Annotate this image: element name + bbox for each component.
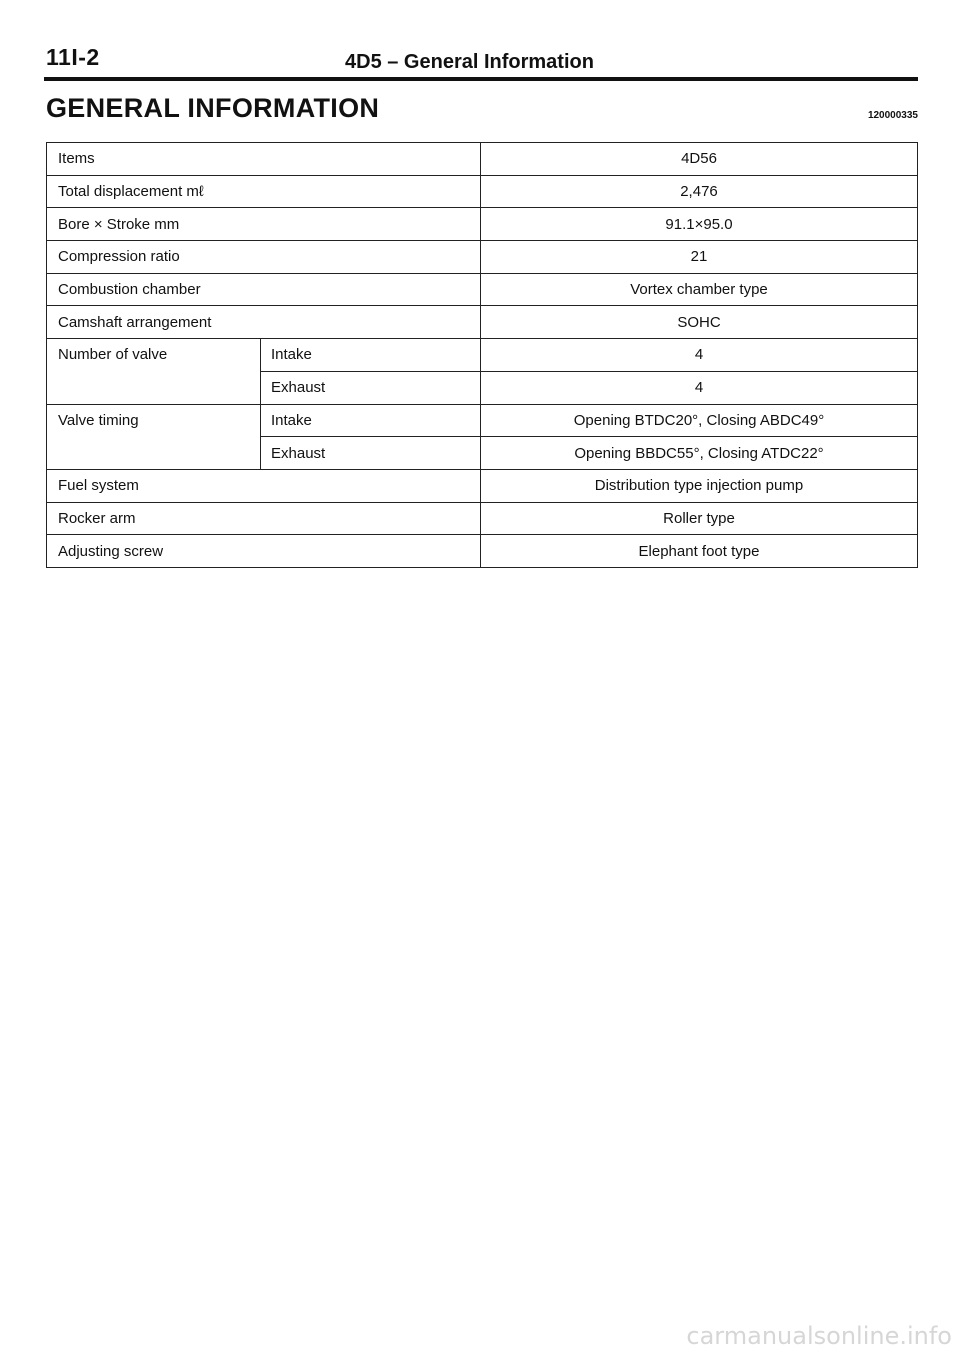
table-row xyxy=(47,208,918,241)
row-label: Fuel system xyxy=(47,469,481,502)
table-row xyxy=(47,241,918,274)
page-title: GENERAL INFORMATION xyxy=(46,93,380,123)
row-label: Combustion chamber xyxy=(47,273,481,306)
table-row xyxy=(47,535,918,568)
section-title: 4D5 – General Information xyxy=(345,51,594,73)
row-label-valve-timing: Valve timing xyxy=(47,404,261,469)
row-value: 2,476 xyxy=(481,175,918,208)
document-code: 120000335 xyxy=(867,110,918,121)
row-label: Compression ratio xyxy=(47,241,481,274)
watermark: carmanualsonline.info xyxy=(686,1322,952,1350)
column-header-model: 4D56 xyxy=(481,143,918,176)
sub-label-intake: Intake xyxy=(261,404,481,437)
row-value: 4 xyxy=(481,371,918,404)
row-value: Roller type xyxy=(481,502,918,535)
sub-label-intake: Intake xyxy=(261,339,481,372)
row-value: 21 xyxy=(481,241,918,274)
table-row xyxy=(47,502,918,535)
sub-label-exhaust: Exhaust xyxy=(261,371,481,404)
row-value: 4 xyxy=(481,339,918,372)
specifications-table xyxy=(46,142,918,568)
row-value: Opening BTDC20°, Closing ABDC49° xyxy=(481,404,918,437)
row-value: Elephant foot type xyxy=(481,535,918,568)
row-label: Camshaft arrangement xyxy=(47,306,481,339)
row-value: 91.1×95.0 xyxy=(481,208,918,241)
row-value: Opening BBDC55°, Closing ATDC22° xyxy=(481,437,918,470)
page-number: 11I-2 xyxy=(46,44,100,70)
table-row xyxy=(47,339,918,372)
table-row xyxy=(47,273,918,306)
table-row xyxy=(47,469,918,502)
row-label: Bore × Stroke mm xyxy=(47,208,481,241)
table-row xyxy=(47,306,918,339)
row-label-number-of-valve: Number of valve xyxy=(47,339,261,404)
row-label: Total displacement mℓ xyxy=(47,175,481,208)
row-value: Distribution type injection pump xyxy=(481,469,918,502)
column-header-items: Items xyxy=(47,143,481,176)
header-rule xyxy=(44,77,918,81)
row-value: Vortex chamber type xyxy=(481,273,918,306)
sub-label-exhaust: Exhaust xyxy=(261,437,481,470)
table-row xyxy=(47,404,918,437)
row-value: SOHC xyxy=(481,306,918,339)
table-header-row xyxy=(47,143,918,176)
row-label: Adjusting screw xyxy=(47,535,481,568)
row-label: Rocker arm xyxy=(47,502,481,535)
table-row xyxy=(47,175,918,208)
